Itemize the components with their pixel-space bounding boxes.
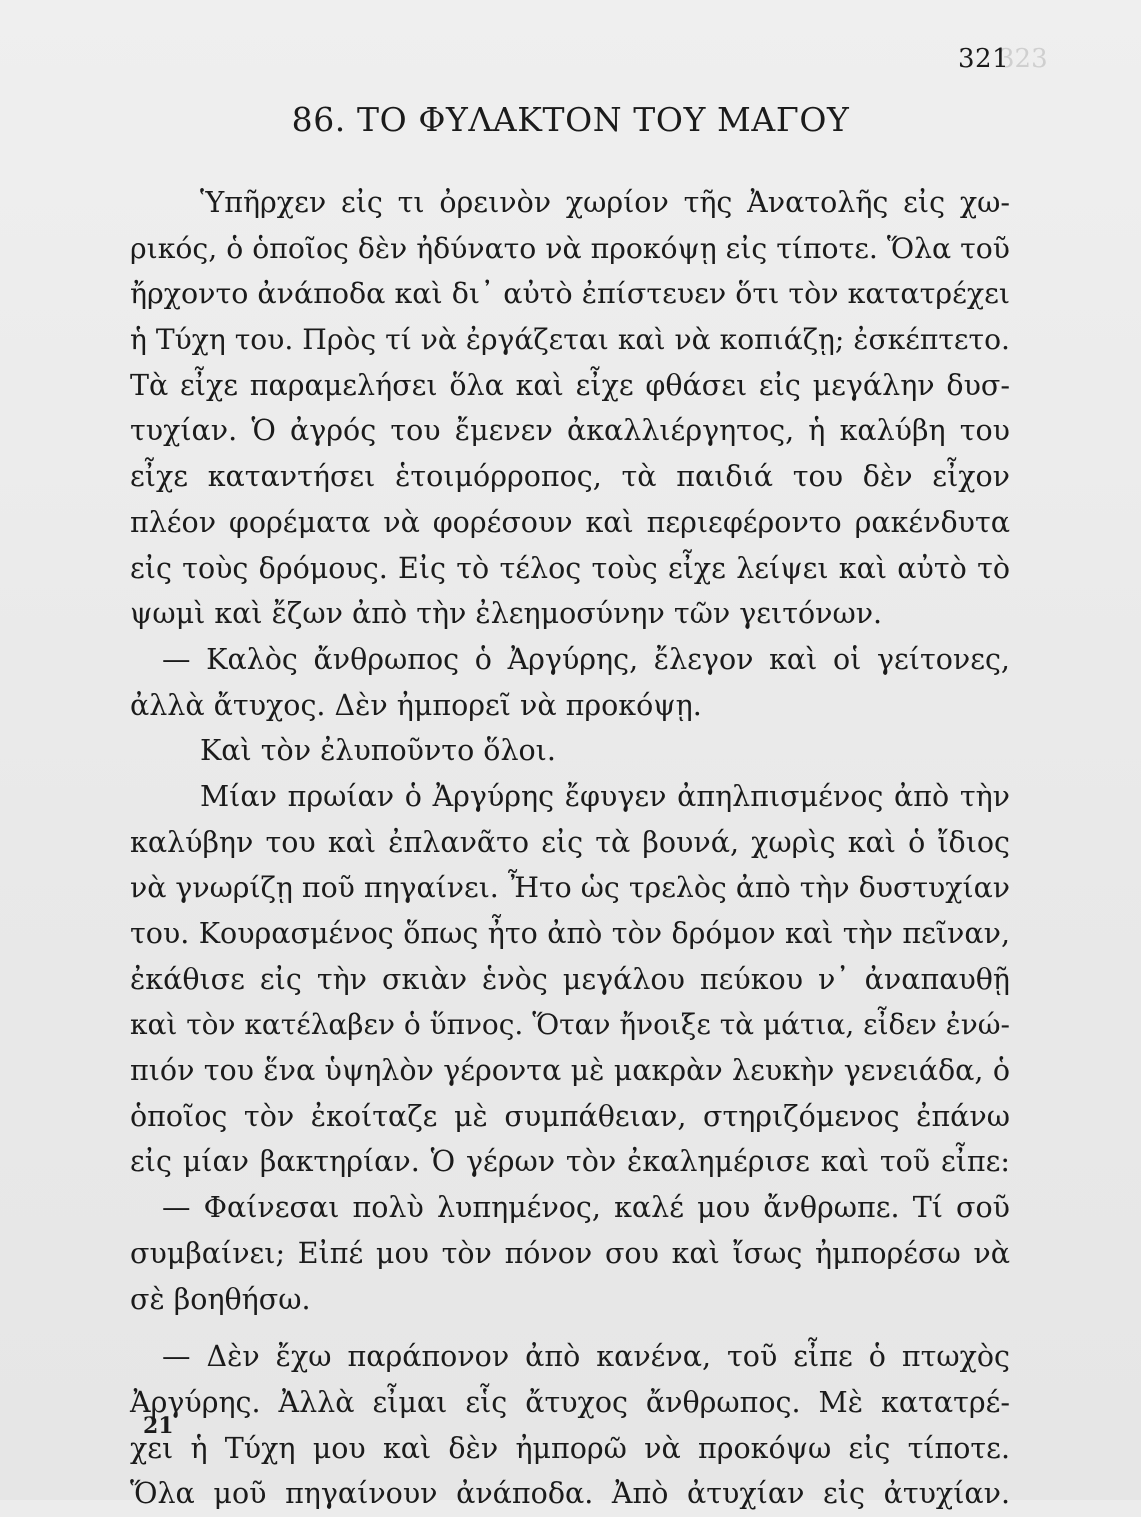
bleed-through-page-number: 323 [998,44,1048,74]
text-line: — Καλὸς ἄνθρωπος ὁ Ἀργύρης, ἔλεγον καὶ οἱ γείτονες, [162,642,1010,676]
text-line: — Δὲν ἔχω παράπονον ἀπὸ κανένα, τοῦ εἶπε ὁ πτωχὸς [162,1340,1010,1374]
text-line: ρικός, ὁ ὁποῖος δὲν ἠδύνατο νὰ προκόψῃ εἰς τίποτε. Ὅλα τοῦ [130,231,1010,265]
text-line: ὁποῖος τὸν ἐκοίταζε μὲ συμπάθειαν, στηριζόμενος ἐπάνω [130,1099,1010,1133]
text-line: Ὅλα μοῦ πηγαίνουν ἀνάποδα. Ἀπὸ ἀτυχίαν εἰς ἀτυχίαν. [130,1477,1010,1511]
text-line: καὶ τὸν κατέλαβεν ὁ ὕπνος. Ὅταν ἤνοιξε τὰ μάτια, εἶδεν ἐνώ- [130,1008,1010,1042]
text-line: τυχίαν. Ὁ ἀγρός του ἔμενεν ἀκαλλιέργητος, ἡ καλύβη του [130,414,1010,448]
printer-signature-mark: 21 [143,1413,174,1439]
text-line: Ὑπῆρχεν εἰς τι ὀρεινὸν χωρίον τῆς Ἀνατολῆς εἰς χω- [200,186,1010,219]
text-line: — Φαίνεσαι πολὺ λυπημένος, καλέ μου ἄνθρωπε. Τί σοῦ [162,1191,1010,1225]
text-line: Ἀργύρης. Ἀλλὰ εἶμαι εἷς ἄτυχος ἄνθρωπος. Μὲ κατατρέ- [130,1385,1010,1419]
chapter-title: 86. ΤΟ ΦΥΛΑΚΤΟΝ ΤΟΥ ΜΑΓΟΥ [291,100,850,139]
text-line: ἡ Τύχη του. Πρὸς τί νὰ ἐργάζεται καὶ νὰ κοπιάζῃ; ἐσκέπτετο. [130,323,1010,357]
text-line: εἰς μίαν βακτηρίαν. Ὁ γέρων τὸν ἐκαλημέρισε καὶ τοῦ εἶπε: [130,1145,1010,1179]
text-line: Τὰ εἶχε παραμελήσει ὅλα καὶ εἶχε φθάσει εἰς μεγάλην δυσ- [130,368,1010,402]
text-line: νὰ γνωρίζῃ ποῦ πηγαίνει. Ἦτο ὡς τρελὸς ἀπὸ τὴν δυστυχίαν [130,871,1010,905]
text-line: Καὶ τὸν ἐλυποῦντο ὅλοι. [200,734,556,768]
text-line: σὲ βοηθήσω. [130,1282,311,1316]
text-line: του. Κουρασμένος ὅπως ἦτο ἀπὸ τὸν δρόμον καὶ τὴν πεῖναν, [130,917,1010,950]
text-line: ἐκάθισε εἰς τὴν σκιὰν ἑνὸς μεγάλου πεύκου ν᾽ ἀναπαυθῇ [130,962,1010,996]
text-line: ἀλλὰ ἄτυχος. Δὲν ἠμπορεῖ νὰ προκόψῃ. [130,688,702,722]
text-line: πιόν του ἕνα ὑψηλὸν γέροντα μὲ μακρὰν λευκὴν γενειάδα, ὁ [130,1054,1010,1088]
text-line: συμβαίνει; Εἰπέ μου τὸν πόνον σου καὶ ἴσως ἠμπορέσω νὰ [130,1236,1010,1270]
text-line: πλέον φορέματα νὰ φορέσουν καὶ περιεφέροντο ρακένδυτα [130,505,1010,539]
text-line: ἤρχοντο ἀνάποδα καὶ δι᾽ αὐτὸ ἐπίστευεν ὅτι τὸν κατατρέχει [130,277,1010,311]
text-line: ψωμὶ καὶ ἔζων ἀπὸ τὴν ἐλεημοσύνην τῶν γειτόνων. [130,597,883,631]
text-line: Μίαν πρωίαν ὁ Ἀργύρης ἔφυγεν ἀπηλπισμένος ἀπὸ τὴν [200,779,1010,813]
text-line: καλύβην του καὶ ἐπλανᾶτο εἰς τὰ βουνά, χωρὶς καὶ ὁ ἴδιος [130,825,1010,859]
text-line: εἶχε καταντήσει ἑτοιμόρροπος, τὰ παιδιά του δὲν εἶχον [130,460,1010,494]
page-number: 321 [958,44,1010,74]
paragraph-gap [130,1322,1010,1334]
story-text [130,180,1010,1517]
text-line: εἰς τοὺς δρόμους. Εἰς τὸ τέλος τοὺς εἶχε λείψει καὶ αὐτὸ τὸ [130,551,1010,585]
text-line: χει ἡ Τύχη μου καὶ δὲν ἠμπορῶ νὰ προκόψω εἰς τίποτε. [130,1431,1010,1465]
